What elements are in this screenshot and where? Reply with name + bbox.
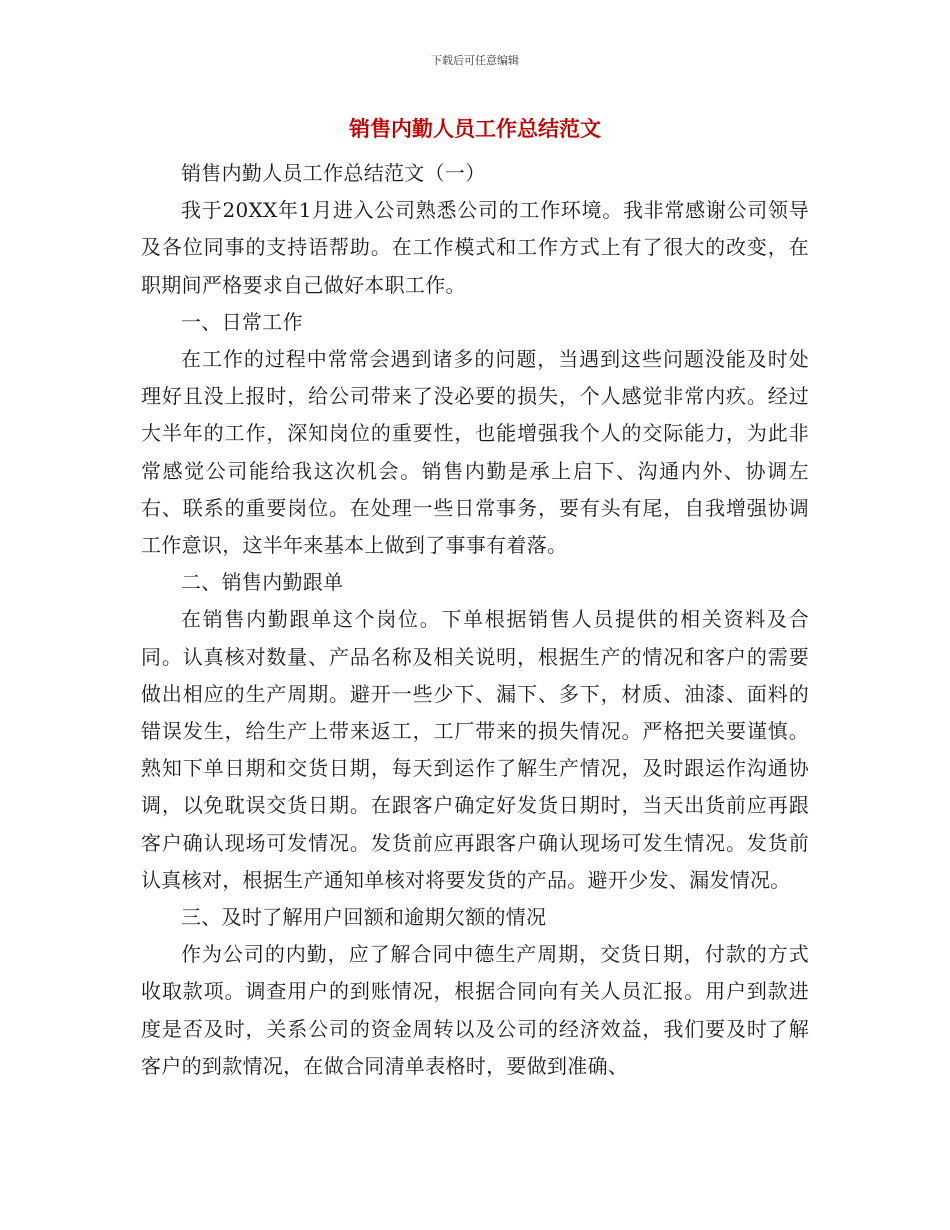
section-heading-daily-work: 一、日常工作: [181, 309, 303, 334]
document-title: 销售内勤人员工作总结范文: [349, 117, 601, 141]
section-heading-payment-tracking: 三、及时了解用户回额和逾期欠额的情况: [181, 905, 547, 930]
page-header-note: 下载后可任意编辑: [431, 54, 519, 67]
document-body: [141, 155, 809, 1085]
payment-tracking-paragraph: 作为公司的内勤，应了解合同中德生产周期，交货日期，付款的方式收取款项。调查用户的到账情况，根据合同向有关人员汇报。用户到款进度是否及时，关系公司的资金周转以及公司的经济效益，我们要及时了解客户的到款情况，在做合同清单表格时，要做到准确、: [141, 942, 809, 1078]
subtitle-paragraph: 销售内勤人员工作总结范文（一）: [181, 161, 486, 185]
intro-paragraph: 我于20XX年1月进入公司熟悉公司的工作环境。我非常感谢公司领导及各位同事的支持语帮助。在工作模式和工作方式上有了很大的改变，在职期间严格要求自己做好本职工作。: [141, 198, 809, 297]
order-tracking-paragraph: 在销售内勤跟单这个岗位。下单根据销售人员提供的相关资料及合同。认真核对数量、产品名称及相关说明，根据生产的情况和客户的需要做出相应的生产周期。避开一些少下、漏下、多下，材质、油漆、面料的错误发生，给生产上带来返工，工厂带来的损失情况。严格把关要谨慎。熟知下单日期和交货日期，每天到运作了解生产情况，及时跟运作沟通协调，以免耽误交货日期。在跟客户确定好发货日期时，当天出货前应再跟客户确认现场可发情况。发货前应再跟客户确认现场可发生情况。发货前认真核对，根据生产通知单核对将要发货的产品。避开少发、漏发情况。: [141, 607, 809, 892]
section-heading-order-tracking: 二、销售内勤跟单: [181, 570, 344, 595]
daily-work-paragraph: 在工作的过程中常常会遇到诸多的问题，当遇到这些问题没能及时处理好且没上报时，给公司带来了没必要的损失，个人感觉非常内疚。经过大半年的工作，深知岗位的重要性，也能增强我个人的交际能力，为此非常感觉公司能给我这次机会。销售内勤是承上启下、沟通内外、协调左右、联系的重要岗位。在处理一些日常事务，要有头有尾，自我增强协调工作意识，这半年来基本上做到了事事有着落。: [141, 347, 809, 558]
